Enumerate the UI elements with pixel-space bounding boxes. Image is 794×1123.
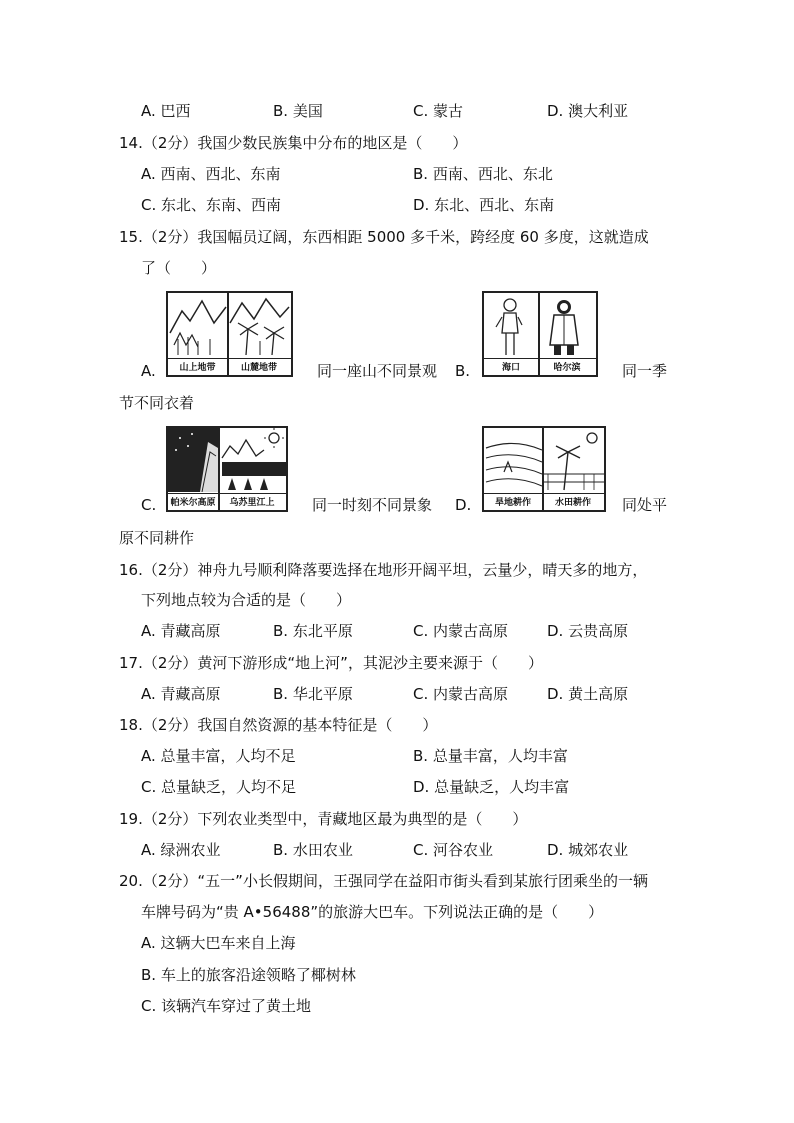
clothing-people-illustration xyxy=(484,293,596,357)
q14-option-b: B. 西南、西北、东北 xyxy=(413,165,553,183)
q17-option-a: A. 青藏高原 xyxy=(141,685,221,703)
q19-option-d: D. 城郊农业 xyxy=(547,841,629,859)
q19-stem: 19.（2分）下列农业类型中，青藏地区最为典型的是（ ） xyxy=(119,810,528,828)
farming-illustration xyxy=(484,428,604,492)
q13-option-c: C. 蒙古 xyxy=(413,102,464,120)
q13-option-b: B. 美国 xyxy=(273,102,323,120)
day-night-illustration xyxy=(168,428,286,492)
q15-option-a-letter: A. xyxy=(141,362,156,380)
q19-option-b: B. 水田农业 xyxy=(273,841,353,859)
q18-option-c: C. 总量缺乏，人均不足 xyxy=(141,778,297,796)
q18-stem: 18.（2分）我国自然资源的基本特征是（ ） xyxy=(119,716,438,734)
q15-a-caption-right: 山麓地带 xyxy=(240,363,277,373)
q14-stem: 14.（2分）我国少数民族集中分布的地区是（ ） xyxy=(119,134,468,152)
mountain-landscape-illustration xyxy=(168,293,291,357)
q15-option-d-text: 同处平 xyxy=(622,496,668,514)
q16-stem-line1: 16.（2分）神舟九号顺利降落要选择在地形开阔平坦，云量少，晴天多的地方， xyxy=(119,561,648,579)
q15-c-caption-right: 乌苏里江上 xyxy=(229,498,275,508)
q15-stem-line1: 15.（2分）我国幅员辽阔，东西相距 5000 多千米，跨经度 60 多度，这就造成 xyxy=(119,228,649,246)
q18-option-d: D. 总量缺乏，人均丰富 xyxy=(413,778,570,796)
q15-option-c-text: 同一时刻不同景象 xyxy=(312,496,433,514)
q15-figure-d xyxy=(482,426,606,512)
q18-option-b: B. 总量丰富，人均丰富 xyxy=(413,747,568,765)
q18-option-a: A. 总量丰富，人均不足 xyxy=(141,747,296,765)
q15-option-b-text-wrap: 节不同衣着 xyxy=(119,394,195,412)
q15-d-caption-right: 水田耕作 xyxy=(554,498,591,508)
q15-figure-c xyxy=(166,426,288,512)
q15-stem-line2: 了（ ） xyxy=(141,259,217,277)
q15-option-b-letter: B. xyxy=(455,362,471,380)
q15-c-caption-left: 帕米尔高原 xyxy=(170,498,216,508)
q20-option-b: B. 车上的旅客沿途领略了椰树林 xyxy=(141,966,356,984)
q16-option-b: B. 东北平原 xyxy=(273,622,353,640)
q16-option-d: D. 云贵高原 xyxy=(547,622,629,640)
q17-option-b: B. 华北平原 xyxy=(273,685,353,703)
q14-option-c: C. 东北、东南、西南 xyxy=(141,196,282,214)
q20-option-a: A. 这辆大巴车来自上海 xyxy=(141,934,296,952)
q16-option-c: C. 内蒙古高原 xyxy=(413,622,509,640)
q15-a-caption-left: 山上地带 xyxy=(179,363,216,373)
q13-option-a: A. 巴西 xyxy=(141,102,191,120)
q15-figure-a xyxy=(166,291,293,377)
q15-option-d-letter: D. xyxy=(455,496,472,514)
q16-stem-line2: 下列地点较为合适的是（ ） xyxy=(141,591,352,609)
q14-option-d: D. 东北、西北、东南 xyxy=(413,196,555,214)
q15-option-a-text: 同一座山不同景观 xyxy=(317,362,438,380)
q13-option-d: D. 澳大利亚 xyxy=(547,102,629,120)
q20-stem-line2: 车牌号码为“贵 A•56488”的旅游大巴车。下列说法正确的是（ ） xyxy=(141,903,604,921)
q19-option-c: C. 河谷农业 xyxy=(413,841,494,859)
q15-d-caption-left: 旱地耕作 xyxy=(494,498,531,508)
q15-b-caption-left: 海口 xyxy=(501,363,520,373)
q17-option-d: D. 黄土高原 xyxy=(547,685,629,703)
q19-option-a: A. 绿洲农业 xyxy=(141,841,221,859)
q17-stem: 17.（2分）黄河下游形成“地上河”，其泥沙主要来源于（ ） xyxy=(119,654,543,672)
q15-option-c-letter: C. xyxy=(141,496,157,514)
q15-option-b-text: 同一季 xyxy=(622,362,668,380)
q20-option-c: C. 该辆汽车穿过了黄土地 xyxy=(141,997,312,1015)
q16-option-a: A. 青藏高原 xyxy=(141,622,221,640)
q17-option-c: C. 内蒙古高原 xyxy=(413,685,509,703)
q20-stem-line1: 20.（2分）“五一”小长假期间，王强同学在益阳市街头看到某旅行团乘坐的一辆 xyxy=(119,872,648,890)
q15-option-d-text-wrap: 原不同耕作 xyxy=(119,529,195,547)
q15-b-caption-right: 哈尔滨 xyxy=(553,363,581,373)
q15-figure-b xyxy=(482,291,598,377)
q14-option-a: A. 西南、西北、东南 xyxy=(141,165,281,183)
